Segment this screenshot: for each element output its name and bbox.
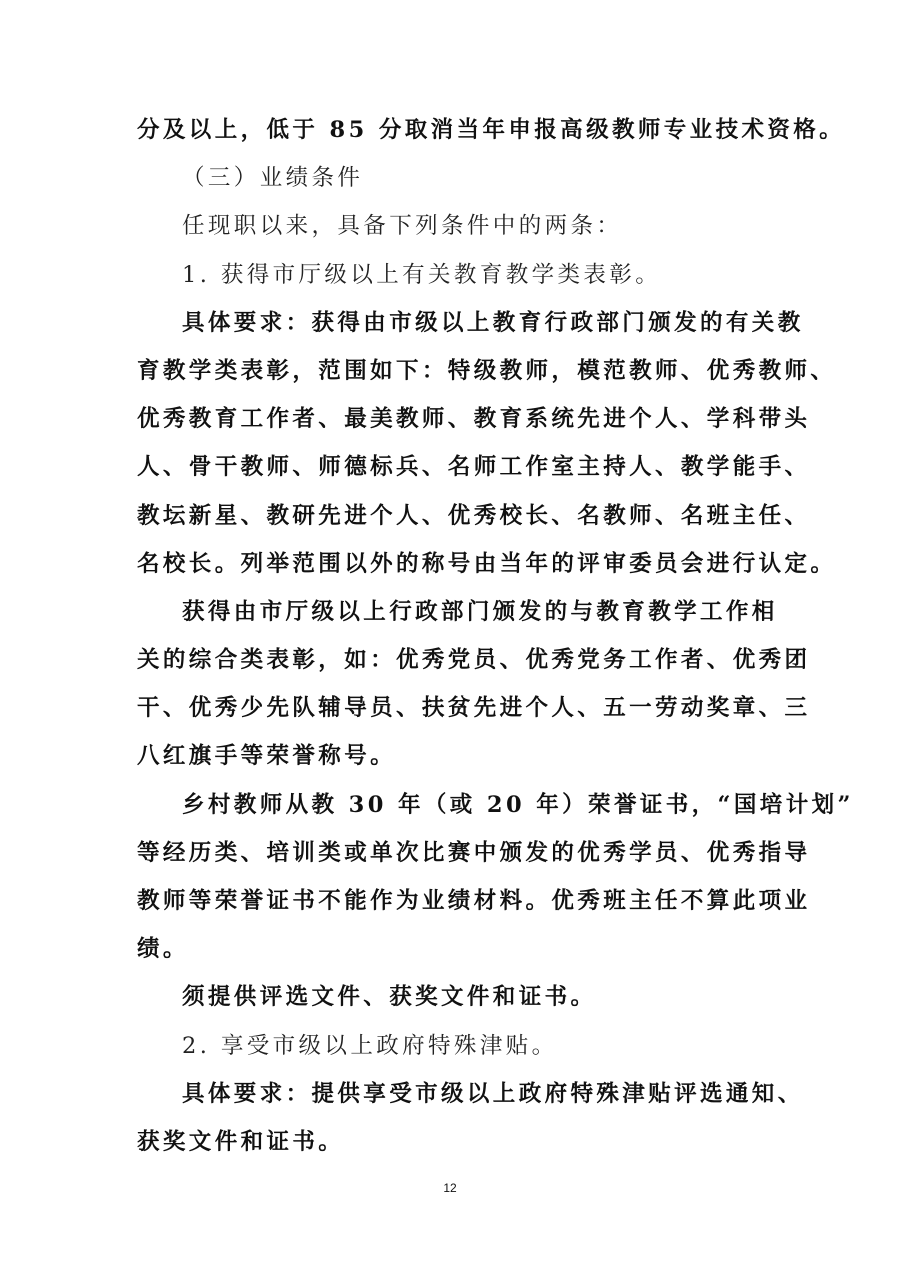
text-line: 获奖文件和证书。 bbox=[137, 1128, 345, 1155]
text-line: 八红旗手等荣誉称号。 bbox=[137, 743, 397, 770]
text-line: 优秀教育工作者、最美教师、教育系统先进个人、学科带头 bbox=[137, 406, 811, 433]
text-line: 人、骨干教师、师德标兵、名师工作室主持人、教学能手、 bbox=[137, 454, 811, 481]
text-line: 名校长。列举范围以外的称号由当年的评审委员会进行认定。 bbox=[137, 550, 837, 577]
text-line: 教师等荣誉证书不能作为业绩材料。优秀班主任不算此项业 bbox=[137, 888, 811, 914]
text-line: 获得由市厅级以上行政部门颁发的与教育教学工作相 bbox=[182, 598, 778, 625]
text-line: 关的综合类表彰，如：优秀党员、优秀党务工作者、优秀团 bbox=[137, 647, 811, 674]
text-line: 绩。 bbox=[137, 936, 189, 963]
text-line: 任现职以来，具备下列条件中的两条： bbox=[182, 213, 623, 240]
text-line: 育教学类表彰，范围如下：特级教师，模范教师、优秀教师、 bbox=[137, 357, 837, 384]
text-line: 具体要求：提供享受市级以上政府特殊津贴评选通知、 bbox=[182, 1080, 804, 1107]
list-item-heading: 2. 享受市级以上政府特殊津贴。 bbox=[182, 1032, 558, 1059]
page-number: 12 bbox=[443, 1181, 457, 1195]
section-heading: （三）业绩条件 bbox=[182, 165, 364, 192]
text-line: 乡村教师从教 30 年（或 20 年）荣誉证书，“国培计划” bbox=[182, 791, 854, 818]
text-line: 等经历类、培训类或单次比赛中颁发的优秀学员、优秀指导 bbox=[137, 839, 811, 866]
text-line: 教坛新星、教研先进个人、优秀校长、名教师、名班主任、 bbox=[137, 502, 811, 529]
text-line: 须提供评选文件、获奖文件和证书。 bbox=[182, 984, 597, 1011]
text-line: 具体要求：获得由市级以上教育行政部门颁发的有关教 bbox=[182, 309, 804, 336]
text-line: 干、优秀少先队辅导员、扶贫先进个人、五一劳动奖章、三 bbox=[137, 695, 811, 722]
list-item-heading: 1. 获得市厅级以上有关教育教学类表彰。 bbox=[182, 261, 662, 288]
text-line: 分及以上，低于 85 分取消当年申报高级教师专业技术资格。 bbox=[137, 117, 846, 143]
document-body bbox=[137, 106, 854, 1166]
